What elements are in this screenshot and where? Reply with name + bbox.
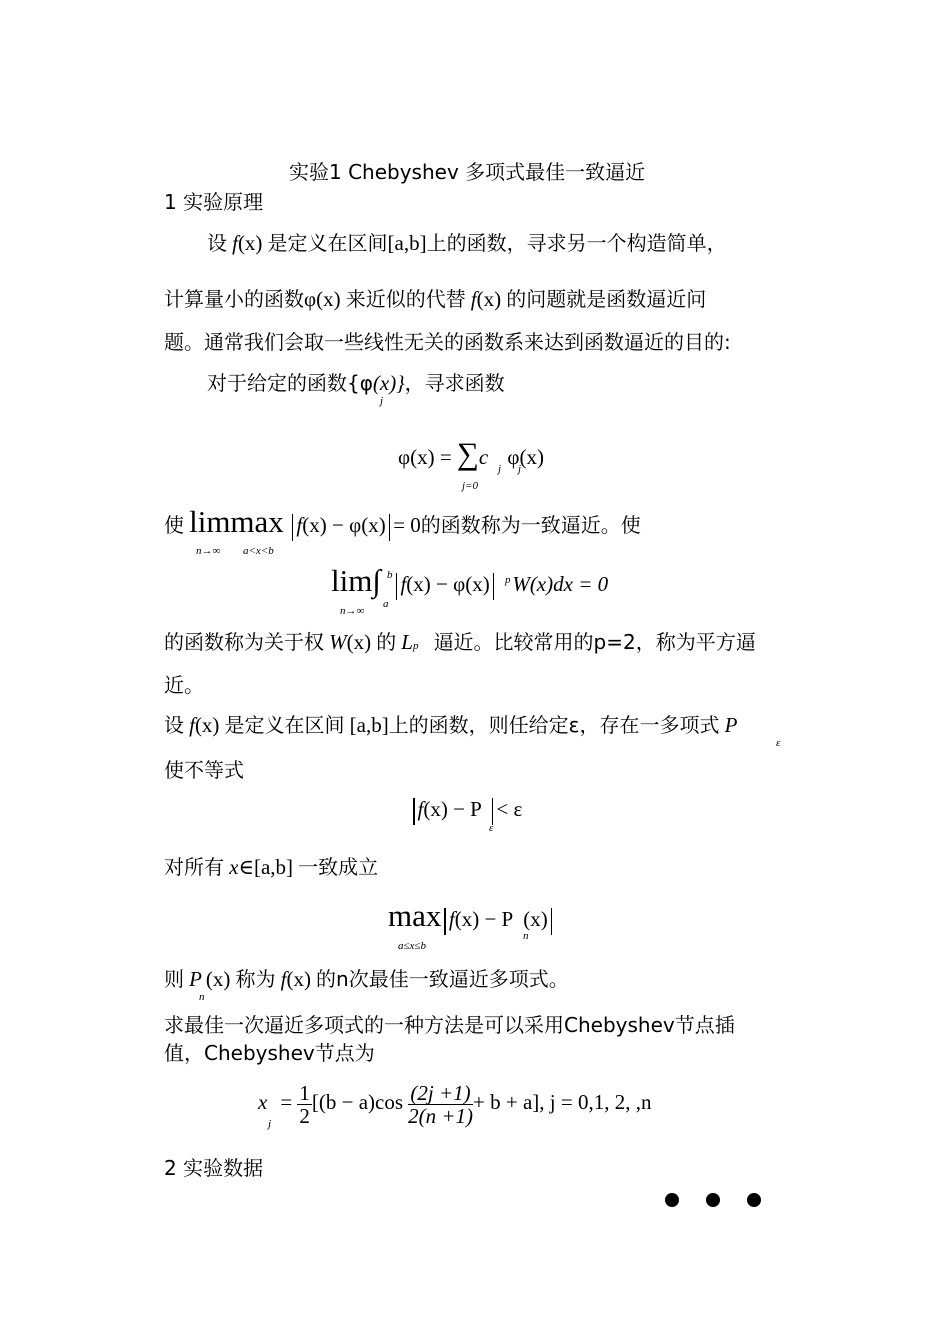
paragraph-line: 求最佳一次逼近多项式的一种方法是可以采用Chebyshev节点插 xyxy=(164,1013,735,1037)
abs-bar xyxy=(413,798,415,825)
sum-lower-limit: j=0 xyxy=(462,480,478,492)
abs-bar xyxy=(396,573,398,600)
subscript: ε xyxy=(489,822,494,834)
subscript: n xyxy=(199,991,205,1003)
limit-subscript: n→∞ xyxy=(340,605,365,617)
equation-integral: lim∫ f(x) − φ(x) W(x)dx = 0 xyxy=(331,563,609,598)
section-heading-principle: 1 实验原理 xyxy=(164,190,264,214)
power-p: p xyxy=(505,574,511,586)
abs-bar xyxy=(493,573,495,600)
paragraph-line: 使不等式 xyxy=(164,758,244,782)
paragraph-line: 值，Chebyshev节点为 xyxy=(164,1041,375,1065)
section-heading-data: 2 实验数据 xyxy=(164,1156,264,1180)
paragraph-line: 对所有 x∈[a,b] 一致成立 xyxy=(164,855,379,879)
paragraph-line: 使 limmax f(x) − φ(x) = 0的函数称为一致逼近。使 xyxy=(164,504,641,539)
paragraph-line: 则 P (x) 称为 f(x) 的n次最佳一致逼近多项式。 xyxy=(164,967,569,991)
ellipsis-dot xyxy=(747,1193,761,1207)
max-subscript: a≤x≤b xyxy=(398,940,426,952)
paragraph-line: 题。通常我们会取一些线性无关的函数系来达到函数逼近的目的: xyxy=(164,330,731,354)
limit-subscript: n→∞ xyxy=(196,545,221,557)
equation-sum: φ(x) = ∑c φ(x) xyxy=(398,436,544,471)
subscript: j xyxy=(498,463,502,475)
equation-max: max f(x) − P (x) xyxy=(388,898,555,935)
abs-bar xyxy=(444,908,446,935)
subscript: j xyxy=(268,1118,272,1130)
equation-chebyshev-nodes: x = $\frac{1}{2}$ [(b − a)cos $\frac{(2j +1)}{2(n +1)}$ + b + a], j = 0,1, 2, ,n xyxy=(258,1081,652,1128)
subscript: ε xyxy=(776,737,781,749)
paragraph-line: 对于给定的函数{φ(x)}，寻求函数 xyxy=(207,371,505,395)
ellipsis-dot xyxy=(706,1193,720,1207)
document-title: 实验1 Chebyshev 多项式最佳一致逼近 xyxy=(289,160,646,184)
fraction-node: $\frac{(2j +1)}{2(n +1)}$ xyxy=(408,1081,474,1128)
paragraph-line: 近。 xyxy=(164,673,204,697)
paragraph-line: 计算量小的函数φ(x) 来近似的代替 f(x) 的问题就是函数逼近问 xyxy=(164,287,707,311)
integral-upper-limit: b xyxy=(387,569,393,581)
subscript: n xyxy=(523,930,529,942)
ellipsis-dot xyxy=(665,1193,679,1207)
abs-bar xyxy=(292,514,294,541)
abs-bar xyxy=(551,908,553,935)
abs-bar xyxy=(492,798,494,825)
paragraph-line: 设 f(x) 是定义在区间[a,b]上的函数，寻求另一个构造简单， xyxy=(207,231,727,255)
fraction-half: $\frac{1}{2}$ xyxy=(299,1081,310,1128)
max-subscript: a<x<b xyxy=(243,545,274,557)
integral-lower-limit: a xyxy=(383,598,389,610)
equation-inequality: f(x) − P < ε xyxy=(410,797,522,825)
subscript: j xyxy=(380,395,384,407)
paragraph-line: 的函数称为关于权 W(x) 的 Lp 逼近。比较常用的p=2，称为平方逼 xyxy=(164,630,756,654)
abs-bar xyxy=(389,514,391,541)
paragraph-line: 设 f(x) 是定义在区间 [a,b]上的函数，则任给定ε，存在一多项式 P xyxy=(164,713,738,737)
subscript: j xyxy=(518,463,522,475)
